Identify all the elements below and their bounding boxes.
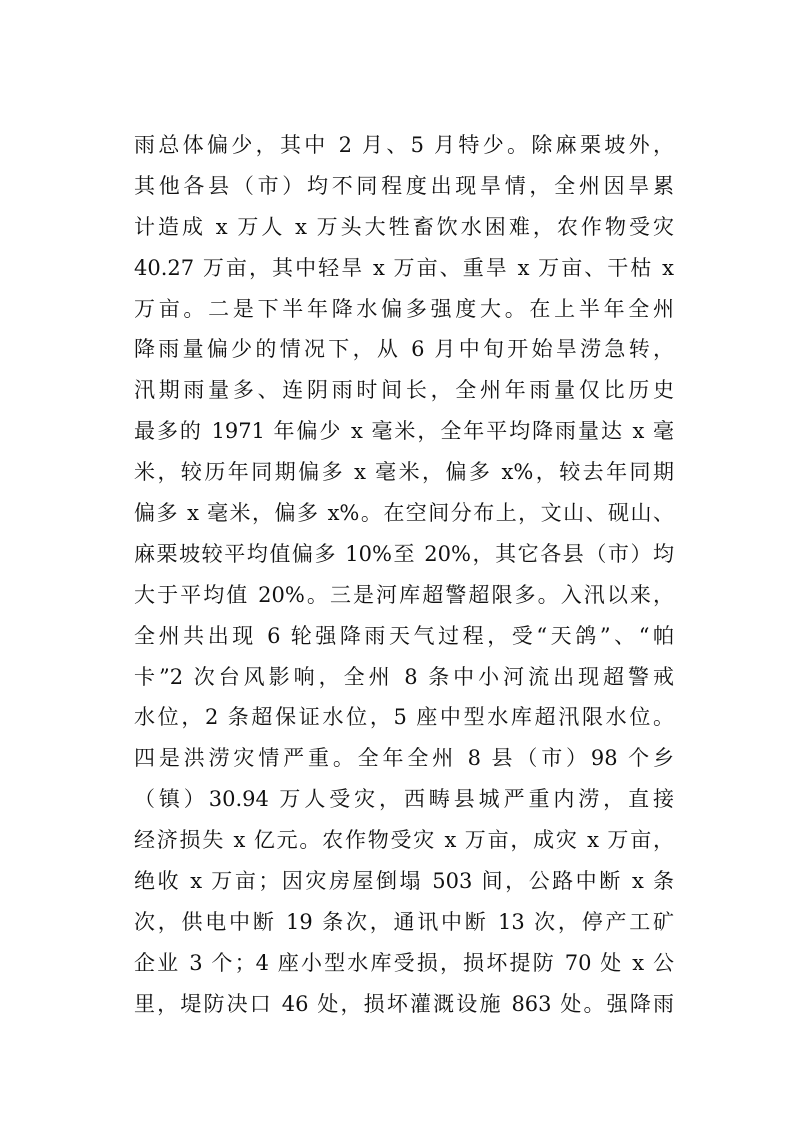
text-line-17: （镇）30.94 万人受灾，西畴县城严重内涝，直接 — [134, 787, 674, 812]
text-line-18: 经济损失 x 亿元。农作物受灾 x 万亩，成灾 x 万亩， — [134, 828, 674, 853]
text-line-7: 汛期雨量多、连阴雨时间长，全州年雨量仅比历史 — [134, 378, 674, 403]
text-line-5: 万亩。二是下半年降水偏多强度大。在上半年全州 — [134, 296, 674, 321]
text-line-12: 大于平均值 20%。三是河库超警超限多。入汛以来， — [134, 582, 674, 607]
text-line-3: 计造成 x 万人 x 万头大牲畜饮水困难，农作物受灾 — [134, 214, 674, 239]
text-line-1: 雨总体偏少，其中 2 月、5 月特少。除麻栗坡外， — [134, 133, 674, 157]
text-line-4: 40.27 万亩，其中轻旱 x 万亩、重旱 x 万亩、干枯 x — [134, 255, 674, 280]
text-line-21: 企业 3 个；4 座小型水库受损，损坏提防 70 处 x 公 — [134, 950, 674, 975]
text-line-22: 里，堤防决口 46 处，损坏灌溉设施 863 处。强降雨 — [134, 991, 674, 1016]
text-line-19: 绝收 x 万亩；因灾房屋倒塌 503 间，公路中断 x 条 — [134, 869, 674, 894]
body-paragraph — [134, 125, 674, 1025]
text-line-11: 麻栗坡较平均值偏多 10%至 20%，其它各县（市）均 — [134, 541, 674, 566]
text-line-9: 米，较历年同期偏多 x 毫米，偏多 x%，较去年同期 — [134, 460, 674, 485]
text-line-8: 最多的 1971 年偏少 x 毫米，全年平均降雨量达 x 毫 — [134, 419, 674, 444]
text-line-20: 次，供电中断 19 条次，通讯中断 13 次，停产工矿 — [134, 909, 674, 934]
text-line-14: 卡”2 次台风影响，全州 8 条中小河流出现超警戒 — [134, 664, 674, 689]
text-line-2: 其他各县（市）均不同程度出现旱情，全州因旱累 — [134, 173, 674, 198]
text-line-15: 水位，2 条超保证水位，5 座中型水库超汛限水位。 — [134, 705, 674, 730]
text-line-10: 偏多 x 毫米，偏多 x%。在空间分布上，文山、砚山、 — [134, 501, 674, 526]
text-line-16: 四是洪涝灾情严重。全年全州 8 县（市）98 个乡 — [134, 746, 674, 771]
text-line-6: 降雨量偏少的情况下，从 6 月中旬开始旱涝急转， — [134, 337, 674, 362]
text-line-13: 全州共出现 6 轮强降雨天气过程，受“天鸽”、“帕 — [134, 623, 674, 648]
